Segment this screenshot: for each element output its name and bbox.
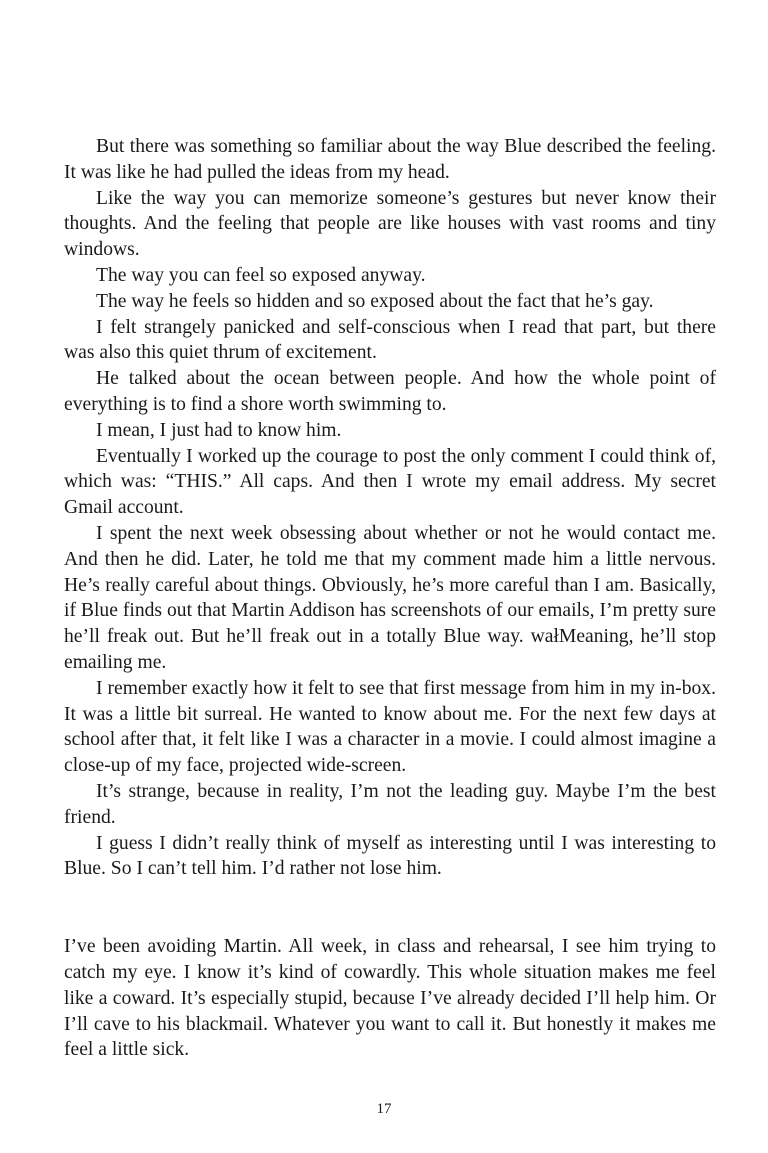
- book-page-body: [64, 134, 716, 1063]
- section-break: [64, 882, 716, 934]
- paragraph: I’ve been avoiding Martin. All week, in class and rehearsal, I see him trying to catch my eye. I know it’s kind of cowardly. This whole situation makes me feel like a coward. It’s especially stupid, because I’ve already decided I’ll help him. Or I’ll cave to his blackmail. Whatever you want to call it. But honestly it makes me feel a little sick.: [64, 936, 716, 1061]
- paragraph: Like the way you can memorize someone’s gestures but never know their thoughts. And the feeling that people are like houses with vast rooms and tiny windows.: [64, 187, 716, 261]
- paragraph: The way you can feel so exposed anyway.: [96, 264, 426, 286]
- paragraph: I mean, I just had to know him.: [96, 419, 342, 441]
- paragraph: But there was something so familiar about the way Blue described the feeling. It was like he had pulled the ideas from my head.: [64, 136, 716, 183]
- paragraph: It’s strange, because in reality, I’m not the leading guy. Maybe I’m the best friend.: [64, 780, 716, 828]
- paragraph: I felt strangely panicked and self-conscious when I read that part, but there was also this quiet thrum of excitement.: [64, 316, 716, 364]
- paragraph: I remember exactly how it felt to see that first message from him in my in-box. It was a little bit surreal. He wanted to know about me. For the next few days at school after that, it felt like I was a character in a movie. I could almost imagine a close-up of my face, projected wide-screen.: [64, 677, 716, 777]
- paragraph: I guess I didn’t really think of myself as interesting until I was interesting to Blue. So I can’t tell him. I’d rather not lose him.: [64, 832, 716, 880]
- section-two: [64, 934, 716, 1063]
- paragraph: I spent the next week obsessing about whether or not he would contact me. And then he did. Later, he told me that my comment made him a little nervous. He’s really careful about things. Obviously, he’s more careful than I am. Basically, if Blue finds out that Martin Addison has screenshots of our emails, I’m pretty sure he’ll freak out. But he’ll freak out in a totally Blue way. wałMeaning, he’ll stop emailing me.: [64, 522, 716, 673]
- page-number: 17: [376, 1101, 392, 1117]
- paragraph: Eventually I worked up the courage to post the only comment I could think of, which was: “THIS.” All caps. And then I wrote my email address. My secret Gmail account.: [64, 445, 716, 519]
- paragraph: The way he feels so hidden and so exposed about the fact that he’s gay.: [96, 290, 654, 312]
- paragraph: He talked about the ocean between people. And how the whole point of everything is to find a shore worth swimming to.: [64, 368, 716, 415]
- section-one: [64, 134, 716, 882]
